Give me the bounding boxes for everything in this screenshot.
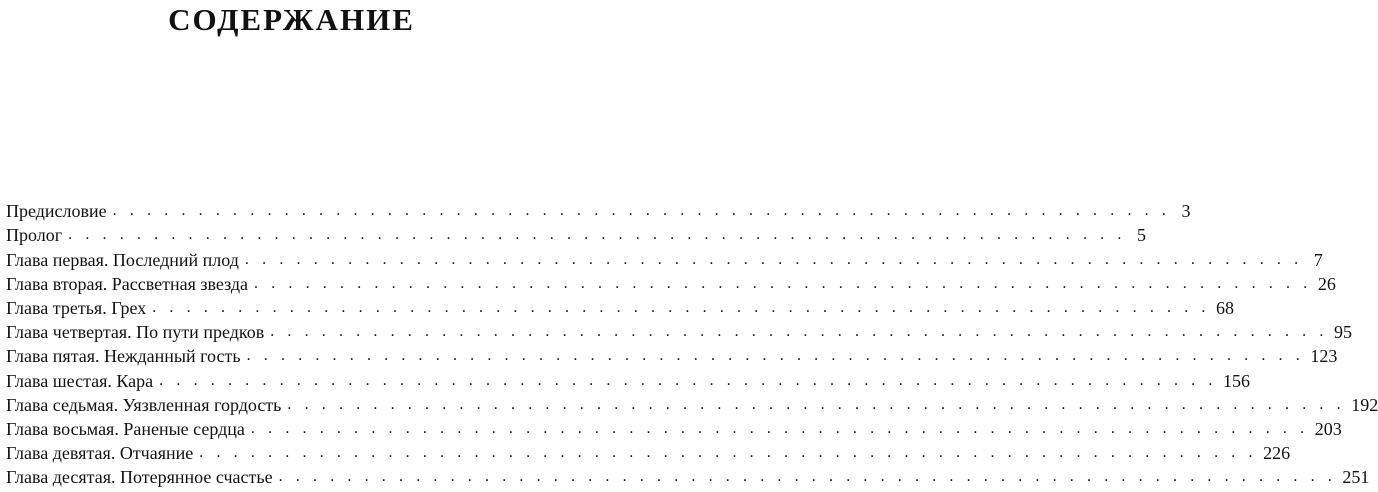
toc-entry-title: Глава десятая. Потерянное счастье bbox=[6, 467, 273, 488]
toc-entry bbox=[6, 439, 1291, 464]
toc-entry-page: 3 bbox=[1181, 201, 1191, 222]
toc-entry-page: 226 bbox=[1263, 443, 1291, 464]
toc-entry-page: 203 bbox=[1314, 418, 1342, 439]
toc-entry-title: Глава седьмая. Уязвленная гордость bbox=[6, 394, 282, 415]
toc-entry bbox=[6, 270, 1336, 294]
dot-leader: . . . . . . . . . . . . . . . . . . . . . . . . . . . . . . . . . . . . . . . . . . . . . . . . . . . . . . . . . . . . . . bbox=[270, 323, 1328, 341]
toc-entry bbox=[6, 245, 1323, 270]
dot-leader: . . . . . . . . . . . . . . . . . . . . . . . . . . . . . . . . . . . . . . . . . . . . . . . . . . . . . . . . . . . . . . bbox=[68, 226, 1126, 244]
toc-entry-title: Глава шестая. Кара bbox=[6, 370, 154, 391]
toc-entry-title: Глава четвертая. По пути предков bbox=[6, 322, 265, 343]
toc-entry-title: Глава первая. Последний плод bbox=[6, 249, 239, 270]
dot-leader: . . . . . . . . . . . . . . . . . . . . . . . . . . . . . . . . . . . . . . . . . . . . . . . . . . . . . . . . . . . . . . bbox=[250, 419, 1309, 437]
dot-leader: . . . . . . . . . . . . . . . . . . . . . . . . . . . . . . . . . . . . . . . . . . . . . . . . . . . . . . . . . . . . . . bbox=[246, 347, 1305, 365]
toc-entry-page: 251 bbox=[1342, 467, 1370, 488]
toc-entry bbox=[6, 391, 1378, 415]
toc-entry bbox=[6, 463, 1370, 488]
toc-entry-page: 123 bbox=[1310, 346, 1338, 367]
toc-entry-page: 7 bbox=[1313, 249, 1323, 270]
toc-entry-title: Глава пятая. Нежданный гость bbox=[6, 346, 241, 367]
dot-leader: . . . . . . . . . . . . . . . . . . . . . . . . . . . . . . . . . . . . . . . . . . . . . . . . . . . . . . . . . . . . . . bbox=[152, 298, 1211, 316]
toc-entry-page: 5 bbox=[1136, 225, 1146, 246]
dot-leader: . . . . . . . . . . . . . . . . . . . . . . . . . . . . . . . . . . . . . . . . . . . . . . . . . . . . . . . . . . . . . . bbox=[244, 250, 1303, 268]
toc-entry bbox=[6, 342, 1338, 367]
dot-leader: . . . . . . . . . . . . . . . . . . . . . . . . . . . . . . . . . . . . . . . . . . . . . . . . . . . . . . . . . . . . . . bbox=[199, 444, 1258, 462]
dot-leader: . . . . . . . . . . . . . . . . . . . . . . . . . . . . . . . . . . . . . . . . . . . . . . . . . . . . . . . . . . . . . . bbox=[112, 202, 1171, 220]
toc-entry-page: 156 bbox=[1222, 370, 1250, 391]
toc-entry-page: 68 bbox=[1216, 297, 1235, 318]
toc-entry-title: Пролог bbox=[6, 225, 63, 246]
page-title: СОДЕРЖАНИЕ bbox=[168, 2, 415, 37]
dot-leader: . . . . . . . . . . . . . . . . . . . . . . . . . . . . . . . . . . . . . . . . . . . . . . . . . . . . . . . . . . . . . . bbox=[159, 371, 1217, 389]
dot-leader: . . . . . . . . . . . . . . . . . . . . . . . . . . . . . . . . . . . . . . . . . . . . . . . . . . . . . . . . . . . . . . bbox=[278, 468, 1337, 486]
table-of-contents bbox=[6, 197, 1378, 488]
toc-entry-page: 95 bbox=[1334, 322, 1352, 343]
toc-entry-title: Предисловие bbox=[6, 201, 107, 222]
toc-entry-page: 192 bbox=[1351, 394, 1378, 415]
toc-entry bbox=[6, 415, 1342, 439]
dot-leader: . . . . . . . . . . . . . . . . . . . . . . . . . . . . . . . . . . . . . . . . . . . . . . . . . . . . . . . . . . . . . . bbox=[287, 395, 1346, 413]
toc-entry-title: Глава девятая. Отчаяние bbox=[6, 443, 194, 464]
toc-entry-title: Глава вторая. Рассветная звезда bbox=[6, 273, 248, 294]
toc-entry bbox=[6, 197, 1191, 222]
toc-entry-title: Глава третья. Грех bbox=[6, 297, 147, 318]
toc-entry bbox=[6, 318, 1352, 343]
toc-entry bbox=[6, 221, 1146, 246]
toc-entry-title: Глава восьмая. Раненые сердца bbox=[6, 418, 245, 439]
toc-entry bbox=[6, 294, 1235, 318]
toc-entry bbox=[6, 366, 1250, 391]
dot-leader: . . . . . . . . . . . . . . . . . . . . . . . . . . . . . . . . . . . . . . . . . . . . . . . . . . . . . . . . . . . . . . bbox=[254, 274, 1312, 292]
toc-entry-page: 26 bbox=[1317, 273, 1336, 294]
